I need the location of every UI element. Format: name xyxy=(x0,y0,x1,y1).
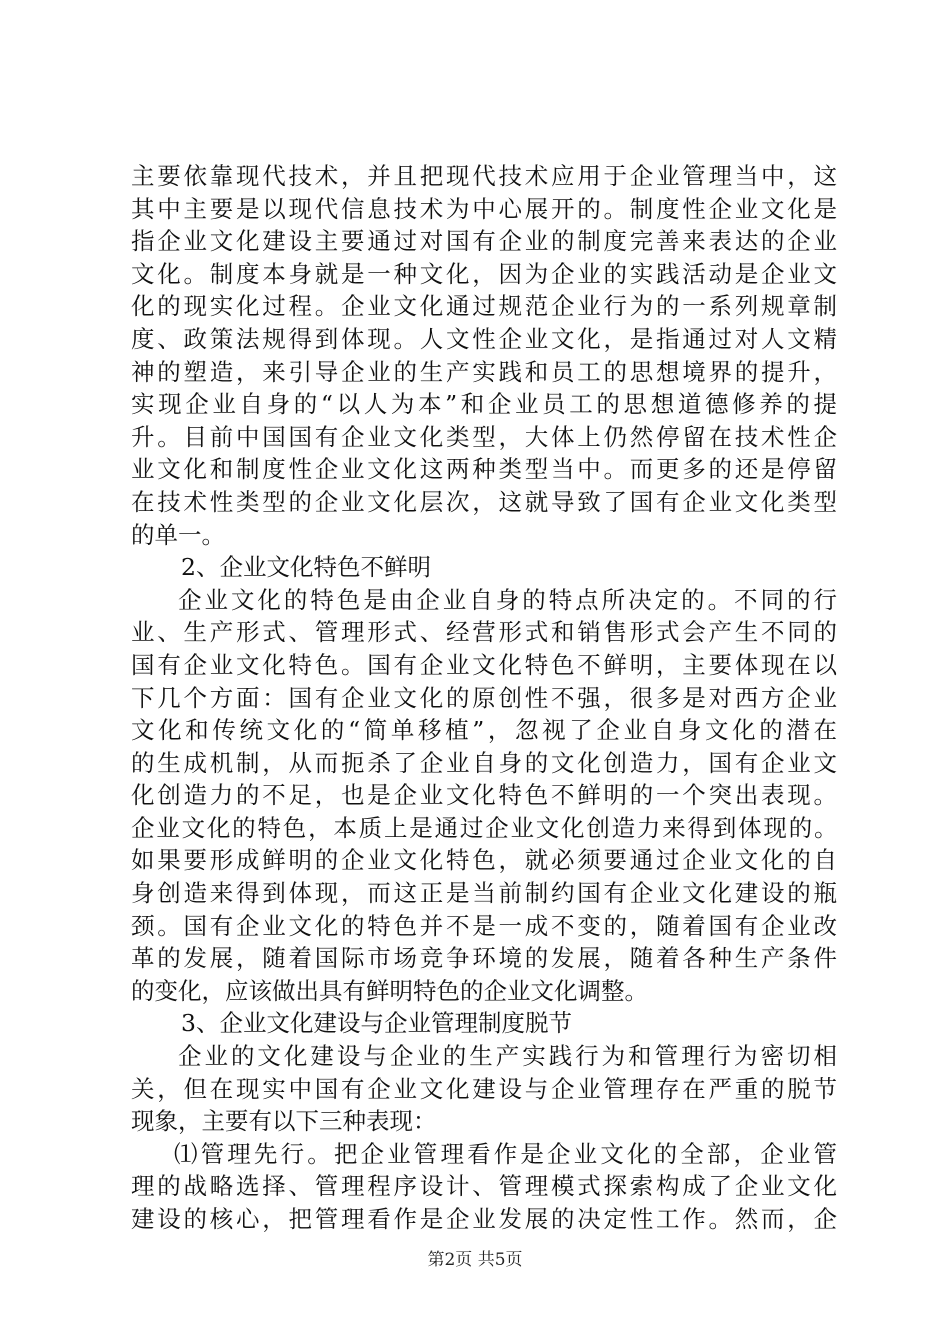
body-line: 的变化，应该做出具有鲜明特色的企业文化调整。 xyxy=(131,976,648,1005)
body-line: 文化。制度本身就是一种文化，因为企业的实践活动是企业文 xyxy=(131,259,837,288)
body-line: 关，但在现实中国有企业文化建设与企业管理存在严重的脱节 xyxy=(131,1074,837,1103)
document-body xyxy=(131,160,837,1236)
body-line: 国有企业文化特色。国有企业文化特色不鲜明，主要体现在以 xyxy=(131,650,837,679)
body-line: 企业文化的特色，本质上是通过企业文化创造力来得到体现的。 xyxy=(131,813,837,842)
body-line: 神的塑造，来引导企业的生产实践和员工的思想境界的提升， xyxy=(131,357,837,386)
body-line: 业文化和制度性企业文化这两种类型当中。而更多的还是停留 xyxy=(131,455,837,484)
body-line: 如果要形成鲜明的企业文化特色，就必须要通过企业文化的自 xyxy=(131,846,837,875)
body-line: 度、政策法规得到体现。人文性企业文化，是指通过对人文精 xyxy=(131,324,837,353)
body-line: 在技术性类型的企业文化层次，这就导致了国有企业文化类型 xyxy=(131,487,837,516)
body-line: 身创造来得到体现，而这正是当前制约国有企业文化建设的瓶 xyxy=(131,879,837,908)
body-line: ⑴管理先行。把企业管理看作是企业文化的全部，企业管 xyxy=(174,1139,837,1168)
body-line: 革的发展，随着国际市场竞争环境的发展，随着各种生产条件 xyxy=(131,944,837,973)
body-line: 现象，主要有以下三种表现： xyxy=(131,1107,437,1136)
body-line: 其中主要是以现代信息技术为中心展开的。制度性企业文化是 xyxy=(131,194,837,223)
body-line: 化的现实化过程。企业文化通过规范企业行为的一系列规章制 xyxy=(131,292,837,321)
body-line: 企业的文化建设与企业的生产实践行为和管理行为密切相 xyxy=(178,1042,837,1071)
body-line: 理的战略选择、管理程序设计、管理模式探索构成了企业文化 xyxy=(131,1172,837,1201)
body-line: 的单一。 xyxy=(131,520,225,549)
section-heading: 2、企业文化特色不鲜明 xyxy=(181,553,431,582)
body-line: 下几个方面：国有企业文化的原创性不强，很多是对西方企业 xyxy=(131,683,837,712)
body-line: 指企业文化建设主要通过对国有企业的制度完善来表达的企业 xyxy=(131,227,837,256)
section-heading: 3、企业文化建设与企业管理制度脱节 xyxy=(181,1009,572,1038)
body-line: 的生成机制，从而扼杀了企业自身的文化创造力，国有企业文 xyxy=(131,748,837,777)
body-line: 文化和传统文化的“简单移植”，忽视了企业自身文化的潜在 xyxy=(131,716,837,745)
page-footer xyxy=(0,1245,950,1270)
body-line: 化创造力的不足，也是企业文化特色不鲜明的一个突出表现。 xyxy=(131,781,837,810)
body-line: 升。目前中国国有企业文化类型，大体上仍然停留在技术性企 xyxy=(131,422,837,451)
body-line: 建设的核心，把管理看作是企业发展的决定性工作。然而，企 xyxy=(131,1205,837,1233)
body-line: 颈。国有企业文化的特色并不是一成不变的，随着国有企业改 xyxy=(131,911,837,940)
body-line: 主要依靠现代技术，并且把现代技术应用于企业管理当中，这 xyxy=(131,162,837,190)
body-line: 企业文化的特色是由企业自身的特点所决定的。不同的行 xyxy=(178,585,837,614)
body-line: 实现企业自身的“以人为本”和企业员工的思想道德修养的提 xyxy=(131,390,837,419)
body-line: 业、生产形式、管理形式、经营形式和销售形式会产生不同的 xyxy=(131,618,837,647)
page-number-label: 第2页 共5页 xyxy=(427,1250,523,1270)
